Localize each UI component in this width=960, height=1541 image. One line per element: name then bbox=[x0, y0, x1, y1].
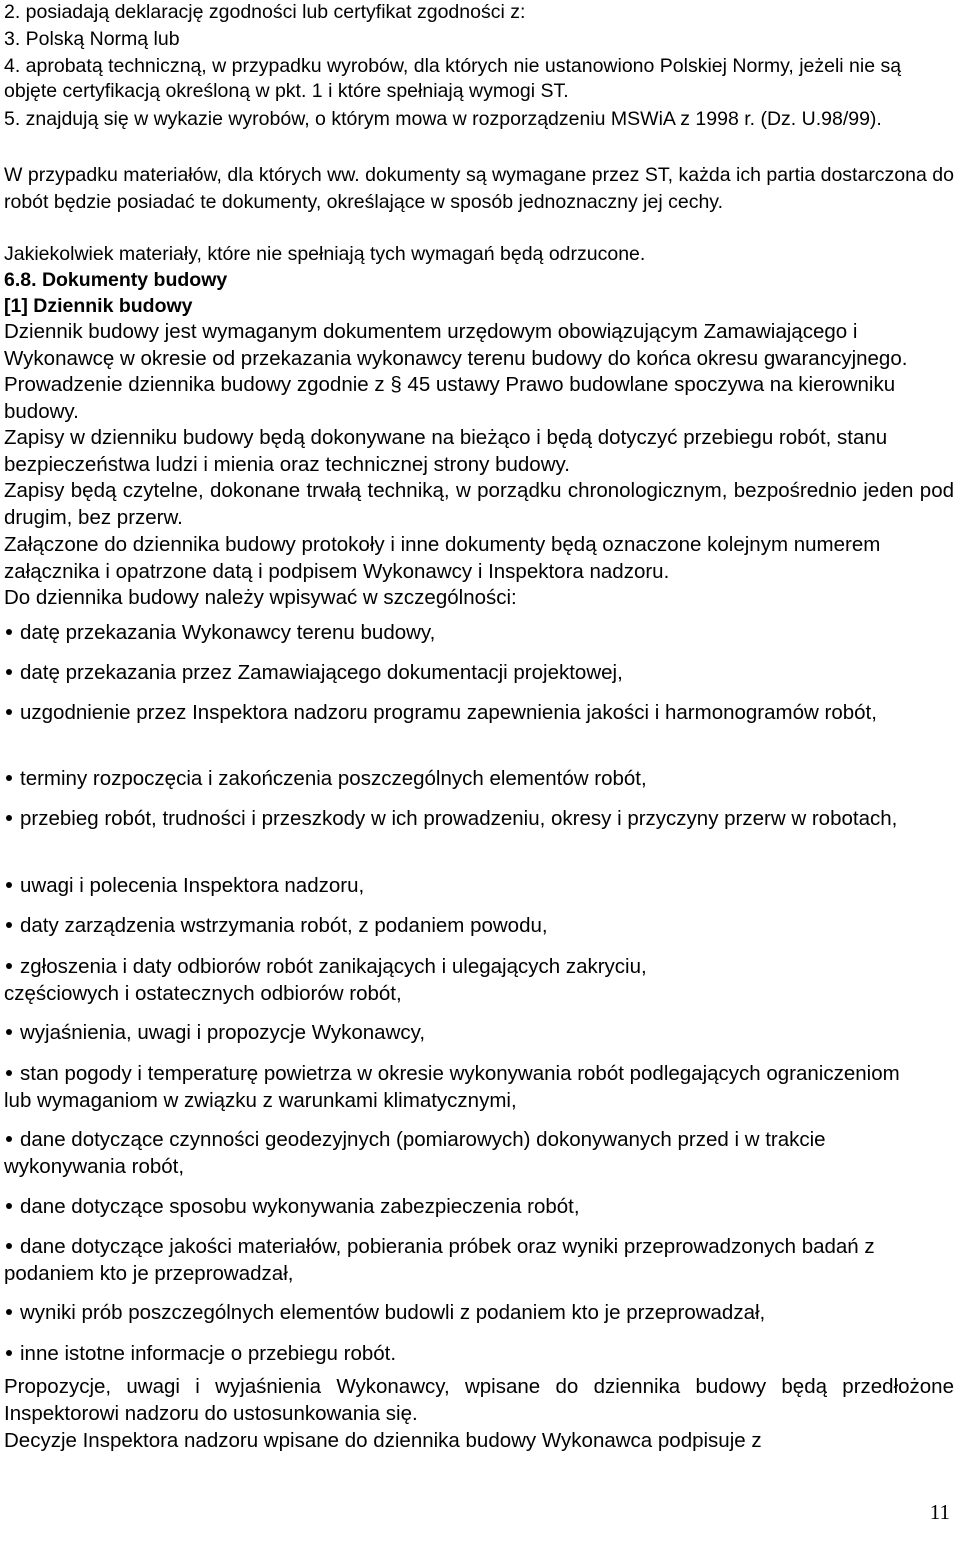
bullet-item: terminy rozpoczęcia i zakończenia poszczególnych elementów robót, bbox=[4, 766, 954, 793]
bullet-item: przebieg robót, trudności i przeszkody w ich prowadzeniu, okresy i przyczyny przerw w robotach, bbox=[4, 806, 914, 833]
bullet-item: dane dotyczące czynności geodezyjnych (pomiarowych) dokonywanych przed i w trakcie wykonywania robót, bbox=[4, 1128, 826, 1178]
paragraph-attached: Załączone do dziennika budowy protokoły i inne dokumenty będą oznaczone kolejnym numerem załącznika i opatrzone datą i podpisem Wykonawcy i Inspektora nadzoru. bbox=[4, 533, 881, 583]
list-item-3: 3. Polską Normą lub bbox=[4, 28, 180, 50]
bullet-icon bbox=[6, 1070, 12, 1076]
bullet-item: datę przekazania Wykonawcy terenu budowy, bbox=[4, 620, 954, 647]
bullet-icon bbox=[6, 963, 12, 969]
bullet-icon bbox=[6, 775, 12, 781]
bullet-icon bbox=[6, 669, 12, 675]
bullet-item: wyniki prób poszczególnych elementów budowli z podaniem kto je przeprowadzał, bbox=[4, 1300, 954, 1327]
list-item-4: 4. aprobatą techniczną, w przypadku wyrobów, dla których nie ustanowiono Polskiej Normy, jeżeli nie są objęte certyfikacją określoną w pkt. 1 i które spełniają wymogi ST. bbox=[4, 55, 902, 102]
bullet-item: uzgodnienie przez Inspektora nadzoru programu zapewnienia jakości i harmonogramów robót, bbox=[4, 700, 924, 727]
bullet-item: stan pogody i temperaturę powietrza w okresie wykonywania robót podlegających ograniczeniom lub wymaganiom w związku z warunkami klimatycznymi, bbox=[4, 1062, 900, 1112]
paragraph-decisions: Decyzje Inspektora nadzoru wpisane do dziennika budowy Wykonawca podpisuje z bbox=[4, 1429, 762, 1452]
bullet-item: inne istotne informacje o przebiegu robót. bbox=[4, 1341, 954, 1368]
bullet-item: dane dotyczące sposobu wykonywania zabezpieczenia robót, bbox=[4, 1194, 954, 1221]
page-number: 11 bbox=[929, 1500, 950, 1524]
list-item-5: 5. znajdują się w wykazie wyrobów, o którym mowa w rozporządzeniu MSWiA z 1998 r. (Dz. U.98/99). bbox=[4, 108, 882, 130]
paragraph-legible: Zapisy będą czytelne, dokonane trwałą techniką, w porządku chronologicznym, bezpośrednio jeden pod drugim, bez przerw. bbox=[4, 479, 954, 529]
bullet-icon bbox=[6, 1029, 12, 1035]
bullet-icon bbox=[6, 882, 12, 888]
section-heading: 6.8. Dokumenty budowy bbox=[4, 269, 228, 291]
bullet-item: wyjaśnienia, uwagi i propozycje Wykonawcy, bbox=[4, 1020, 954, 1047]
paragraph-rejected: Jakiekolwiek materiały, które nie spełniają tych wymagań będą odrzucone. bbox=[4, 243, 646, 265]
bullet-icon bbox=[6, 1136, 12, 1142]
paragraph-lead: Do dziennika budowy należy wpisywać w szczególności: bbox=[4, 586, 517, 609]
paragraph-intro: Dziennik budowy jest wymaganym dokumentem urzędowym obowiązującym Zamawiającego i Wykonawcę w okresie od przekazania wykonawcy terenu budowy do końca okresu gwarancyjnego. Prowadzenie dziennika budowy zgodnie z § 45 ustawy Prawo budowlane spoczywa na kierowniku budowy. bbox=[4, 320, 908, 423]
bullet-icon bbox=[6, 1350, 12, 1356]
paragraph-materials: W przypadku materiałów, dla których ww. dokumenty są wymagane przez ST, każda ich partia dostarczona do robót będzie posiadać te dokumenty, określające w sposób jednoznaczny jej cechy. bbox=[4, 164, 954, 213]
subsection-heading: [1] Dziennik budowy bbox=[4, 295, 193, 317]
bullet-item: datę przekazania przez Zamawiającego dokumentacji projektowej, bbox=[4, 660, 954, 687]
paragraph-entries: Zapisy w dzienniku budowy będą dokonywane na bieżąco i będą dotyczyć przebiegu robót, stanu bezpieczeństwa ludzi i mienia oraz technicznej strony budowy. bbox=[4, 426, 888, 476]
bullet-item: dane dotyczące jakości materiałów, pobierania próbek oraz wyniki przeprowadzonych badań z podaniem kto je przeprowadzał, bbox=[4, 1235, 875, 1285]
bullet-item: uwagi i polecenia Inspektora nadzoru, bbox=[4, 873, 954, 900]
bullet-item: daty zarządzenia wstrzymania robót, z podaniem powodu, bbox=[4, 913, 954, 940]
paragraph-proposals: Propozycje, uwagi i wyjaśnienia Wykonawcy, wpisane do dziennika budowy będą przedłożone Inspektorowi nadzoru do ustosunkowania się. bbox=[4, 1375, 954, 1425]
bullet-icon bbox=[6, 1203, 12, 1209]
bullet-icon bbox=[6, 709, 12, 715]
bullet-icon bbox=[6, 1309, 12, 1315]
bullet-icon bbox=[6, 922, 12, 928]
bullet-icon bbox=[6, 815, 12, 821]
bullet-item: zgłoszenia i daty odbiorów robót zanikających i ulegających zakryciu, częściowych i ostatecznych odbiorów robót, bbox=[4, 955, 647, 1005]
list-item-2: 2. posiadają deklarację zgodności lub certyfikat zgodności z: bbox=[4, 1, 526, 23]
bullet-icon bbox=[6, 1243, 12, 1249]
bullet-icon bbox=[6, 629, 12, 635]
